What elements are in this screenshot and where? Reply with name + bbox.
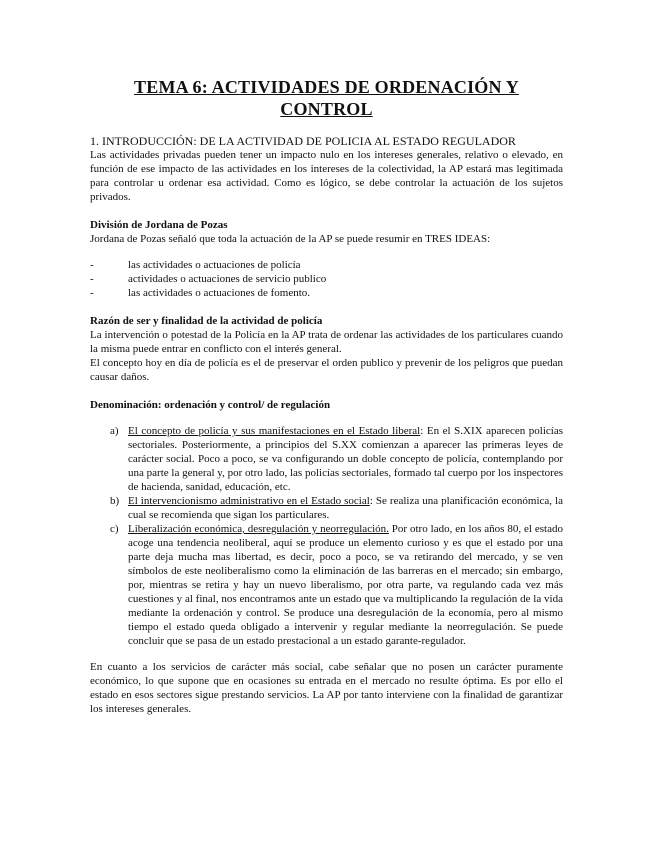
list-item: b) El intervencionismo administrativo en el Estado social: Se realiza una planificación económica, la cual se recomienda que sigan los particulares.	[110, 495, 563, 521]
item-title: Liberalización económica, desregulación y neorregulación.	[128, 523, 389, 535]
document-page	[90, 70, 563, 716]
division-list	[90, 258, 563, 300]
heading-razon: Razón de ser y finalidad de la actividad de policía	[90, 315, 323, 327]
closing-paragraph: En cuanto a los servicios de carácter más social, cabe señalar que no posen un carácter puramente económico, lo que supone que en ocasiones su entrada en el mercado no resulte óptima. Es por ello el estado en esos sectores sigue prestando servicios. La AP por tanto interviene con la finalidad de garantizar los intereses generales.	[90, 661, 563, 715]
section-heading-introduccion: 1. INTRODUCCIÓN: DE LA ACTIVIDAD DE POLICIA AL ESTADO REGULADOR	[90, 134, 516, 148]
list-item: - actividades o actuaciones de servicio publico	[90, 273, 327, 285]
item-title: El concepto de policía y sus manifestaciones en el Estado liberal	[128, 425, 421, 437]
document-title: TEMA 6: ACTIVIDADES DE ORDENACIÓN Y CONTROL	[134, 77, 519, 119]
razon-paragraph-1: La intervención o potestad de la Policía en la AP trata de ordenar las actividades de los particulares cuando la misma puede entrar en conflicto con el interés general.	[90, 329, 563, 355]
razon-paragraph-2: El concepto hoy en día de policía es el de preservar el orden publico y prevenir de los peligros que puedan causar daños.	[90, 357, 563, 383]
introduccion-paragraph: Las actividades privadas pueden tener un impacto nulo en los intereses generales, relativo o elevado, en función de ese impacto de las actividades en los intereses de la colectividad, la AP estará mas legitimada para controlar u ordenar esa actividad. Como es lógico, se debe controlar la actuación de los sujetos privados.	[90, 149, 563, 203]
denominacion-list	[90, 424, 563, 648]
list-item: - las actividades o actuaciones de policía	[90, 259, 301, 271]
heading-denominacion: Denominación: ordenación y control/ de regulación	[90, 399, 331, 411]
heading-division: División de Jordana de Pozas	[90, 219, 228, 231]
list-item: - las actividades o actuaciones de fomento.	[90, 287, 311, 299]
division-intro: Jordana de Pozas señaló que toda la actuación de la AP se puede resumir en TRES IDEAS:	[90, 233, 491, 245]
item-title: El intervencionismo administrativo en el Estado social	[128, 495, 370, 507]
list-item: a) El concepto de policía y sus manifestaciones en el Estado liberal: En el S.XIX aparecen policías sectoriales. Posteriormente, a principios del S.XX comienzan a aparecer las primeras leyes de carácter social. Poco a poco, se va configurando un doble concepto de policía, contemplando por una parte la general y, por otro lado, las policías sectoriales, formado tal cuerpo por los inspectores de hacienda, sanidad, educación, etc.	[110, 425, 564, 493]
list-item: c) Liberalización económica, desregulación y neorregulación. Por otro lado, en los años 80, el estado acoge una tendencia neoliberal, aquí se produce un elemento curioso y es que el estado por una parte deja mucha mas libertad, es decir, poco a poco, se va retirando del mercado, y se ven símbolos de este neoliberalismo como la eliminación de las barreras en el mercado; sin embargo, por, mientras se retira y hay un nuevo liberalismo, por otra parte, va regulando cada vez más cuestiones y al final, nos encontramos ante un estado que va multiplicando la regulación de la vida mediante la ordenación y control. Se produce una desregulación de la economía, pero al mismo tiempo el estado queda obligado a intervenir y regular mediante la neorregulación. Se puede concluir que se pasa de un estado prestacional a un estado garante-regulador.	[110, 523, 563, 647]
